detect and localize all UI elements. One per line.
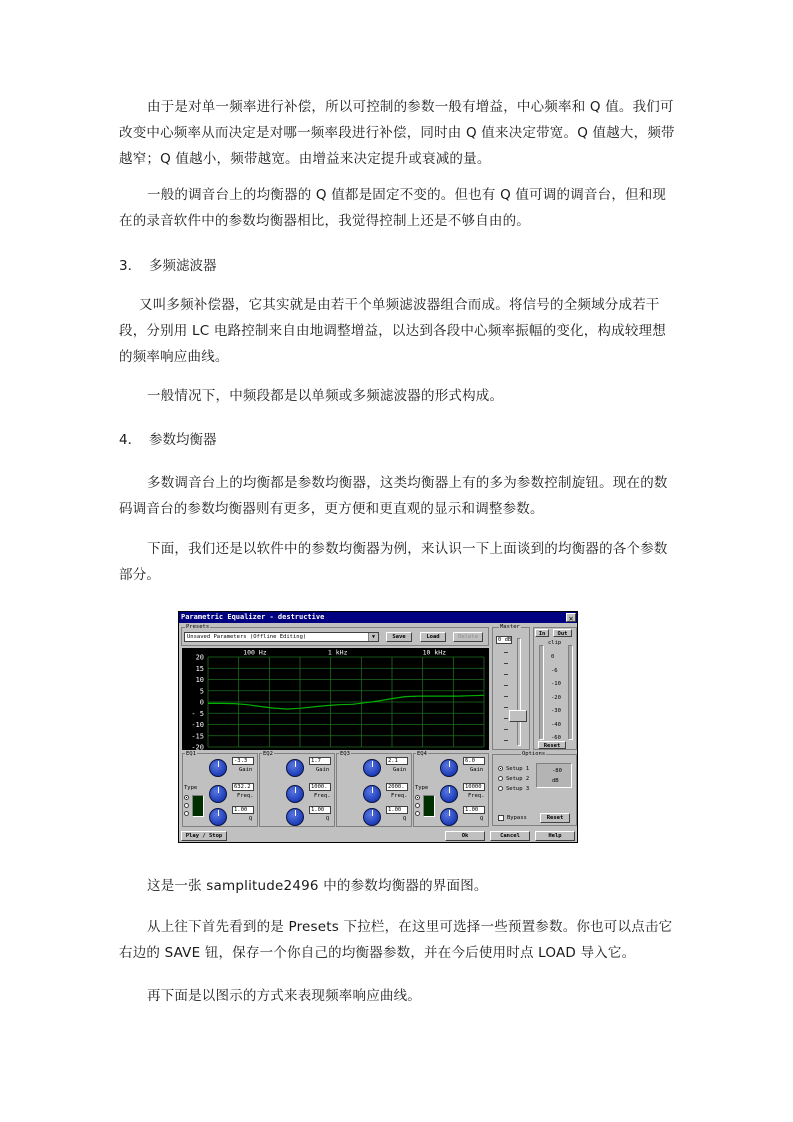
frequency-response-svg	[182, 648, 489, 750]
q-value[interactable]: 1.00	[309, 806, 331, 814]
master-scale-tick	[504, 685, 508, 686]
filter-type-label: Type	[184, 785, 198, 791]
master-slider-track	[517, 638, 521, 746]
paragraph-5: 多数调音台上的均衡都是参数均衡器，这类均衡器上有的多为参数控制旋钮。现在的数码调音台的参数均衡器则有更多，更方便和更直观的显示和调整参数。	[119, 475, 668, 517]
heading-number: 4．	[119, 432, 142, 448]
frequency-value[interactable]: 1000.	[309, 783, 331, 791]
gain-value[interactable]: 1.7	[309, 757, 331, 765]
graph-grid	[208, 657, 484, 747]
delete-button[interactable]: Delete	[453, 632, 483, 642]
gain-tick-label: -20	[191, 743, 204, 750]
master-scale-tick	[504, 707, 508, 708]
master-value: 0 dB	[498, 637, 512, 643]
gain-tick-label: 20	[195, 653, 204, 662]
eq-band-label: EQ2	[263, 751, 273, 757]
q-label: Q	[249, 816, 253, 822]
load-button[interactable]: Load	[420, 632, 446, 642]
meter-scale-label: 0	[551, 654, 555, 660]
meter-bar-right	[568, 645, 573, 740]
frequency-label: Freq.	[391, 793, 408, 799]
frequency-knob[interactable]	[209, 785, 227, 803]
gain-tick-label: 0	[199, 698, 204, 707]
gain-knob[interactable]	[440, 759, 458, 777]
paragraph-3: 又叫多频补偿器，它其实就是由若干个单频滤波器组合而成。将信号的全频域分成若干段，分别用 LC 电路控制来自由地调整增益，以达到各段中心频率振幅的变化，构成较理想的频率响应曲线。	[119, 297, 666, 365]
q-value[interactable]: 1.00	[463, 806, 485, 814]
eq-band-label: EQ3	[340, 751, 350, 757]
paragraph-1: 由于是对单一频率进行补偿，所以可控制的参数一般有增益，中心频率和 Q 值。我们可改变中心频率从而决定是对哪一频率段进行补偿，同时由 Q 值来决定带宽。Q 值越大，频带越窄；Q 值越小，频带越宽。由增益来决定提升或衰减的量。	[119, 99, 675, 167]
setup-label: Setup 2	[506, 776, 530, 782]
q-label: Q	[403, 816, 407, 822]
help-button[interactable]: Help	[535, 831, 575, 841]
frequency-value[interactable]: 10000	[463, 783, 485, 791]
meter-bar-left	[539, 645, 544, 740]
options-meter-display	[536, 763, 572, 788]
paragraph-2: 一般的调音台上的均衡器的 Q 值都是固定不变的。但也有 Q 值可调的调音台，但和现在的录音软件中的参数均衡器相比，我觉得控制上还是不够自由的。	[119, 187, 667, 229]
meter-clip-label: clip	[548, 640, 562, 646]
options-label: Options	[522, 751, 546, 757]
setup-label: Setup 1	[506, 766, 530, 772]
eq-title-bar: Parametric Equalizer - destructive	[179, 612, 577, 623]
heading-multi-band-filter	[119, 256, 217, 276]
presets-dropdown-value: Unsaved Parameters (Offline Editing)	[187, 634, 307, 640]
frequency-knob[interactable]	[363, 785, 381, 803]
frequency-label: Freq.	[237, 793, 254, 799]
meter-scale-label: -6	[551, 667, 558, 674]
filter-type-radio[interactable]	[184, 795, 189, 800]
frequency-label: Freq.	[314, 793, 331, 799]
bypass-label: Bypass	[507, 815, 527, 821]
gain-knob[interactable]	[209, 759, 227, 777]
master-scale-tick	[504, 663, 508, 664]
gain-tick-label: 10	[195, 676, 204, 684]
filter-shape-icon	[192, 795, 204, 817]
master-group	[492, 624, 530, 750]
play-stop-button[interactable]: Play / Stop	[181, 831, 227, 841]
gain-knob[interactable]	[363, 759, 381, 777]
eq-band-label: EQ1	[186, 751, 196, 757]
gain-value[interactable]: 2.1	[386, 757, 408, 765]
gain-tick-label: 5	[199, 687, 204, 696]
close-icon[interactable]: ✕	[566, 613, 576, 622]
presets-label: Presets	[186, 624, 210, 630]
meter-scale-label: -30	[551, 708, 561, 714]
heading-text: 多频滤波器	[149, 258, 217, 274]
frequency-knob[interactable]	[286, 785, 304, 803]
gain-label: Gain	[239, 767, 253, 773]
paragraph-4: 一般情况下，中频段都是以单频或多频滤波器的形式构成。	[147, 388, 504, 404]
meter-scale-label: -40	[551, 721, 561, 728]
gain-label: Gain	[470, 767, 484, 773]
heading-number: 3．	[119, 258, 142, 274]
setup-label: Setup 3	[506, 786, 530, 792]
options-meter-value: -80	[552, 768, 562, 774]
frequency-response-graph	[182, 648, 489, 750]
paragraph-9: 再下面是以图示的方式来表现频率响应曲线。	[147, 988, 421, 1004]
ok-button[interactable]: Ok	[445, 831, 485, 841]
graph-tick-labels	[191, 649, 446, 751]
q-knob[interactable]	[363, 808, 381, 826]
setup-radio[interactable]	[498, 766, 503, 771]
master-scale-tick	[504, 674, 508, 675]
gain-knob[interactable]	[286, 759, 304, 777]
paragraph-8: 从上往下首先看到的是 Presets 下拉栏，在这里可选择一些预置参数。你也可以点击它右边的 SAVE 钮，保存一个你自己的均衡器参数，并在今后使用时点 LOAD 导入它。	[119, 919, 673, 961]
frequency-value[interactable]: 2000.	[386, 783, 408, 791]
q-value[interactable]: 1.00	[386, 806, 408, 814]
meter-scale-label: -20	[551, 694, 561, 701]
frequency-tick-label: 10 kHz	[422, 648, 447, 657]
options-meter-unit: dB	[552, 778, 559, 784]
meter-out-button[interactable]: Out	[553, 629, 572, 637]
filter-type-radio[interactable]	[184, 803, 189, 808]
filter-type-radio[interactable]	[415, 803, 420, 808]
gain-value[interactable]: 6.0	[463, 757, 485, 765]
master-scale-tick	[504, 696, 508, 697]
gain-tick-label: -10	[191, 721, 204, 729]
frequency-knob[interactable]	[440, 785, 458, 803]
frequency-tick-label: 1 kHz	[327, 648, 348, 657]
paragraph-6: 下面，我们还是以软件中的参数均衡器为例，来认识一下上面谈到的均衡器的各个参数部分。	[119, 541, 668, 583]
filter-type-radio[interactable]	[415, 811, 420, 816]
frequency-label: Freq.	[468, 793, 485, 799]
chevron-down-icon: ▼	[368, 633, 378, 641]
master-scale-tick	[504, 718, 508, 719]
heading-parametric-eq	[119, 430, 217, 450]
presets-dropdown[interactable]	[184, 632, 379, 642]
gain-tick-label: - 5	[191, 709, 204, 718]
q-label: Q	[480, 816, 484, 822]
gain-tick-label: 15	[195, 664, 204, 673]
filter-type-radio[interactable]	[415, 795, 420, 800]
frequency-value[interactable]: 632.2	[232, 783, 254, 791]
cancel-button[interactable]: Cancel	[490, 831, 530, 841]
q-label: Q	[326, 816, 330, 822]
master-scale-tick	[504, 729, 508, 730]
filter-shape-icon	[423, 795, 435, 817]
heading-text: 参数均衡器	[149, 432, 217, 448]
gain-label: Gain	[393, 767, 407, 773]
meter-scale-label: -10	[551, 681, 561, 687]
parametric-equalizer-window	[178, 611, 578, 843]
eq-band-label: EQ4	[417, 751, 427, 757]
gain-label: Gain	[316, 767, 330, 773]
q-knob[interactable]	[440, 808, 458, 826]
meter-in-button[interactable]: In	[535, 629, 549, 637]
reset-meter-button[interactable]: Reset	[538, 741, 566, 749]
frequency-tick-label: 100 Hz	[243, 648, 267, 657]
q-value[interactable]: 1.00	[232, 806, 254, 814]
master-scale-tick	[504, 740, 508, 741]
filter-type-label: Type	[415, 785, 429, 791]
bypass-checkbox[interactable]	[498, 815, 504, 821]
gain-tick-label: -15	[191, 732, 204, 741]
q-knob[interactable]	[286, 808, 304, 826]
master-slider-thumb[interactable]	[509, 710, 527, 722]
gain-value[interactable]: -3.3	[232, 757, 254, 765]
master-label: Master	[500, 624, 520, 630]
filter-type-radio[interactable]	[184, 811, 189, 816]
master-scale-tick	[504, 652, 508, 653]
q-knob[interactable]	[209, 808, 227, 826]
paragraph-7: 这是一张 samplitude2496 中的参数均衡器的界面图。	[147, 878, 488, 894]
reset-options-button[interactable]: Reset	[540, 813, 570, 823]
setup-radio[interactable]	[498, 776, 503, 781]
meter-scale-label: -60	[551, 735, 561, 741]
save-button[interactable]: Save	[386, 632, 412, 642]
setup-radio[interactable]	[498, 786, 503, 791]
